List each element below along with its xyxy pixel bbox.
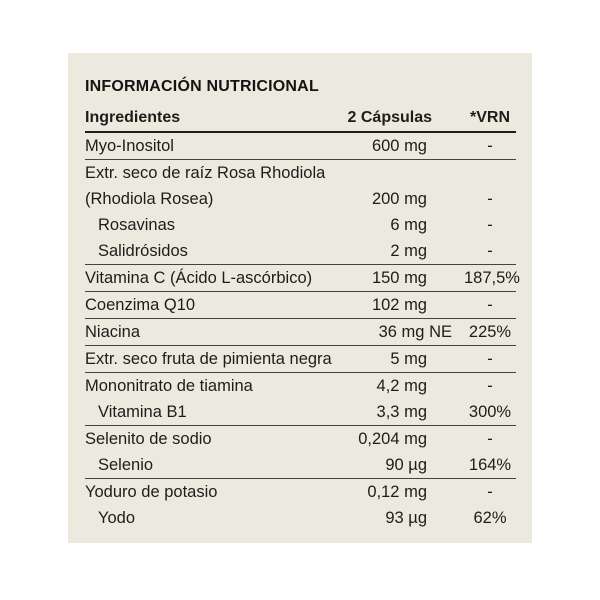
table-row bbox=[85, 160, 516, 186]
ingredient-name: Selenio bbox=[98, 456, 154, 474]
ingredient-name: Vitamina C (Ácido L-ascórbico) bbox=[85, 269, 313, 287]
amount-value: 5 mg bbox=[390, 350, 427, 368]
amount-value: 3,3 mg bbox=[376, 403, 427, 421]
table-row bbox=[85, 426, 516, 452]
amount-value: 36 mg NE bbox=[378, 323, 452, 341]
ingredient-name: Mononitrato de tiamina bbox=[85, 377, 253, 395]
amount-value: 102 mg bbox=[371, 296, 427, 314]
vrn-value: - bbox=[487, 216, 493, 234]
table-row bbox=[85, 399, 516, 426]
nutrition-table bbox=[85, 105, 520, 531]
ingredient-name: (Rhodiola Rosea) bbox=[85, 190, 214, 208]
vrn-value: - bbox=[487, 350, 493, 368]
amount-value: 93 µg bbox=[385, 509, 427, 527]
ingredient-name: Rosavinas bbox=[98, 216, 176, 234]
vrn-value: - bbox=[487, 296, 493, 314]
column-header-ingredients: Ingredientes bbox=[85, 109, 181, 126]
vrn-value: 187,5% bbox=[464, 269, 520, 287]
table-row bbox=[85, 319, 516, 346]
vrn-value: - bbox=[487, 377, 493, 395]
vrn-value: 62% bbox=[473, 509, 507, 527]
table-row bbox=[85, 479, 516, 505]
ingredient-name: Yodo bbox=[98, 509, 136, 527]
table-row bbox=[85, 186, 516, 212]
amount-value: 150 mg bbox=[371, 269, 427, 287]
vrn-value: - bbox=[487, 137, 493, 155]
amount-value: 600 mg bbox=[371, 137, 427, 155]
ingredient-name: Yoduro de potasio bbox=[85, 483, 218, 501]
page-title: INFORMACIÓN NUTRICIONAL bbox=[85, 78, 319, 95]
vrn-value: 300% bbox=[468, 403, 512, 421]
table-row bbox=[85, 133, 516, 160]
table-row bbox=[85, 212, 516, 238]
table-header-row bbox=[85, 105, 516, 133]
ingredient-name: Coenzima Q10 bbox=[85, 296, 196, 314]
ingredient-name: Salidrósidos bbox=[98, 242, 188, 260]
column-header-vrn: *VRN bbox=[469, 109, 510, 126]
vrn-value: - bbox=[487, 430, 493, 448]
vrn-value: - bbox=[487, 483, 493, 501]
ingredient-name: Selenito de sodio bbox=[85, 430, 212, 448]
table-row bbox=[85, 346, 516, 373]
vrn-value: 164% bbox=[468, 456, 512, 474]
vrn-value: 225% bbox=[468, 323, 512, 341]
amount-value: 6 mg bbox=[390, 216, 427, 234]
amount-value: 90 µg bbox=[385, 456, 427, 474]
nutrition-card bbox=[68, 53, 532, 543]
table-row bbox=[85, 292, 516, 319]
amount-value: 0,12 mg bbox=[367, 483, 427, 501]
column-header-amount: 2 Cápsulas bbox=[347, 109, 432, 126]
table-row bbox=[85, 505, 516, 531]
ingredient-name: Extr. seco de raíz Rosa Rhodiola bbox=[85, 164, 326, 182]
amount-value: 4,2 mg bbox=[376, 377, 427, 395]
ingredient-name: Niacina bbox=[85, 323, 141, 341]
vrn-value: - bbox=[487, 190, 493, 208]
table-row bbox=[85, 265, 520, 292]
amount-value: 2 mg bbox=[390, 242, 427, 260]
table-row bbox=[85, 238, 516, 265]
ingredient-name: Extr. seco fruta de pimienta negra bbox=[85, 350, 332, 368]
table-row bbox=[85, 452, 516, 479]
vrn-value: - bbox=[487, 242, 493, 260]
amount-value: 0,204 mg bbox=[358, 430, 427, 448]
ingredient-name: Myo-Inositol bbox=[85, 137, 174, 155]
table-row bbox=[85, 373, 516, 399]
amount-value: 200 mg bbox=[371, 190, 427, 208]
ingredient-name: Vitamina B1 bbox=[98, 403, 187, 421]
